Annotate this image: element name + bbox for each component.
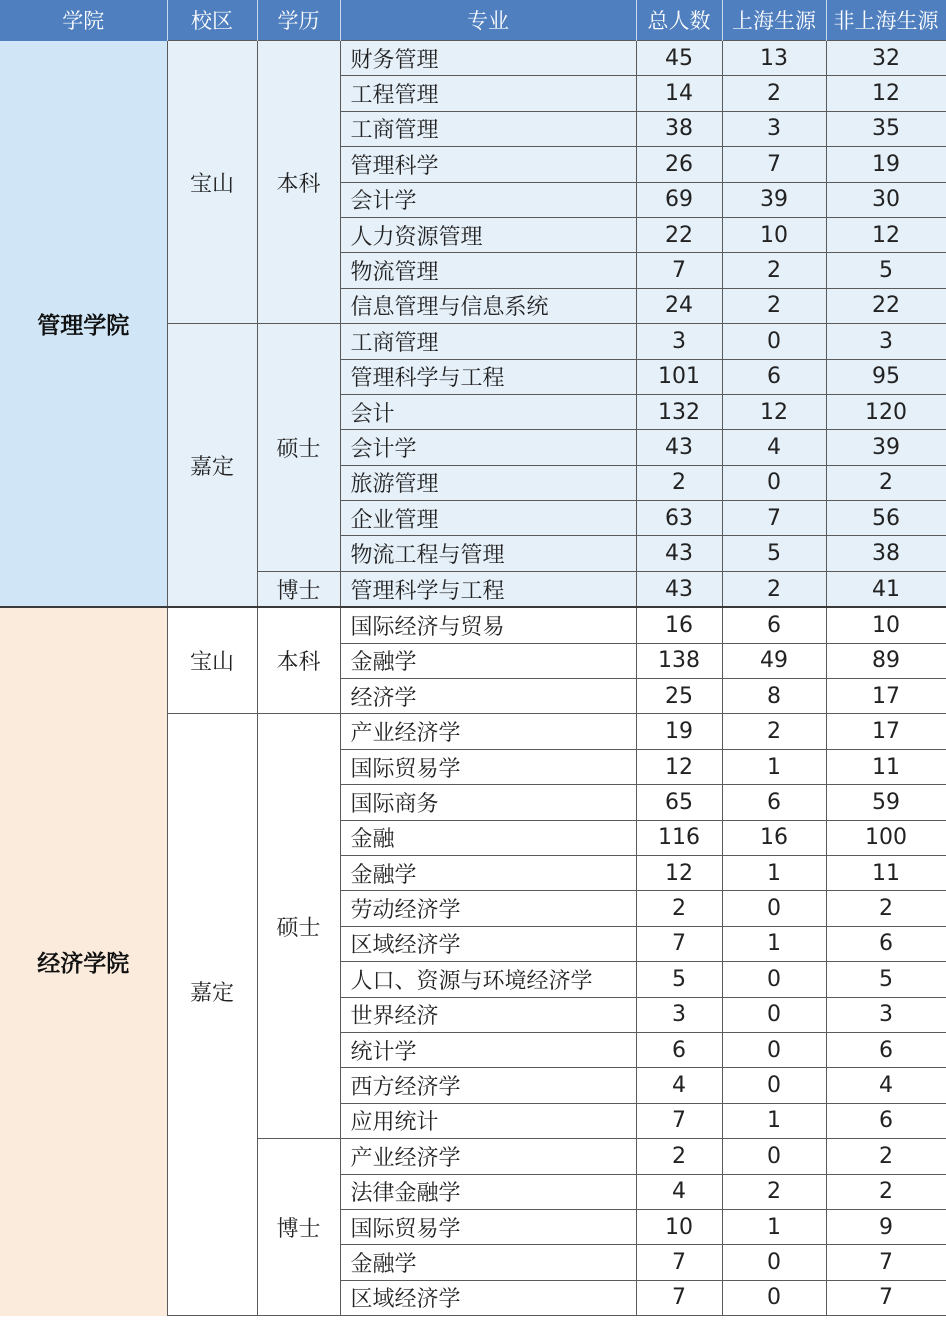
major-cell: 世界经济 — [340, 997, 636, 1032]
major-cell: 人口、资源与环境经济学 — [340, 962, 636, 997]
shanghai-cell: 10 — [722, 217, 826, 252]
shanghai-cell: 1 — [722, 749, 826, 784]
campus-cell: 嘉定 — [167, 324, 257, 608]
major-cell: 物流管理 — [340, 253, 636, 288]
major-cell: 区域经济学 — [340, 1280, 636, 1315]
total-cell: 7 — [636, 1103, 722, 1138]
major-cell: 管理科学 — [340, 147, 636, 182]
total-cell: 3 — [636, 324, 722, 359]
total-cell: 2 — [636, 1139, 722, 1174]
shanghai-cell: 2 — [722, 571, 826, 607]
non-shanghai-cell: 9 — [826, 1209, 946, 1244]
major-cell: 会计学 — [340, 430, 636, 465]
major-cell: 工商管理 — [340, 111, 636, 146]
table-row — [0, 607, 946, 643]
header-degree: 学历 — [257, 0, 340, 41]
shanghai-cell: 6 — [722, 785, 826, 820]
shanghai-cell: 0 — [722, 1280, 826, 1315]
total-cell: 14 — [636, 76, 722, 111]
shanghai-cell: 2 — [722, 76, 826, 111]
shanghai-cell: 0 — [722, 1032, 826, 1067]
shanghai-cell: 0 — [722, 997, 826, 1032]
campus-cell: 嘉定 — [167, 714, 257, 1316]
total-cell: 38 — [636, 111, 722, 146]
non-shanghai-cell: 17 — [826, 679, 946, 714]
major-cell: 法律金融学 — [340, 1174, 636, 1209]
shanghai-cell: 3 — [722, 111, 826, 146]
non-shanghai-cell: 38 — [826, 536, 946, 571]
non-shanghai-cell: 22 — [826, 288, 946, 323]
non-shanghai-cell: 11 — [826, 749, 946, 784]
campus-cell: 宝山 — [167, 41, 257, 324]
total-cell: 7 — [636, 1280, 722, 1315]
total-cell: 43 — [636, 536, 722, 571]
non-shanghai-cell: 2 — [826, 891, 946, 926]
non-shanghai-cell: 35 — [826, 111, 946, 146]
non-shanghai-cell: 3 — [826, 997, 946, 1032]
shanghai-cell: 0 — [722, 465, 826, 500]
major-cell: 西方经济学 — [340, 1068, 636, 1103]
shanghai-cell: 8 — [722, 679, 826, 714]
total-cell: 138 — [636, 643, 722, 678]
non-shanghai-cell: 41 — [826, 571, 946, 607]
non-shanghai-cell: 95 — [826, 359, 946, 394]
shanghai-cell: 16 — [722, 820, 826, 855]
non-shanghai-cell: 6 — [826, 926, 946, 961]
shanghai-cell: 5 — [722, 536, 826, 571]
header-campus: 校区 — [167, 0, 257, 41]
total-cell: 12 — [636, 855, 722, 890]
degree-cell: 博士 — [257, 571, 340, 607]
major-cell: 工商管理 — [340, 324, 636, 359]
major-cell: 管理科学与工程 — [340, 571, 636, 607]
non-shanghai-cell: 7 — [826, 1280, 946, 1315]
total-cell: 12 — [636, 749, 722, 784]
major-cell: 会计学 — [340, 182, 636, 217]
major-cell: 企业管理 — [340, 501, 636, 536]
degree-cell: 本科 — [257, 41, 340, 324]
non-shanghai-cell: 100 — [826, 820, 946, 855]
non-shanghai-cell: 5 — [826, 962, 946, 997]
non-shanghai-cell: 2 — [826, 465, 946, 500]
shanghai-cell: 2 — [722, 253, 826, 288]
shanghai-cell: 0 — [722, 1068, 826, 1103]
total-cell: 7 — [636, 253, 722, 288]
header-shanghai: 上海生源 — [722, 0, 826, 41]
total-cell: 22 — [636, 217, 722, 252]
non-shanghai-cell: 7 — [826, 1245, 946, 1280]
major-cell: 统计学 — [340, 1032, 636, 1067]
total-cell: 69 — [636, 182, 722, 217]
header-major: 专业 — [340, 0, 636, 41]
non-shanghai-cell: 56 — [826, 501, 946, 536]
shanghai-cell: 0 — [722, 962, 826, 997]
total-cell: 2 — [636, 465, 722, 500]
major-cell: 金融学 — [340, 855, 636, 890]
major-cell: 劳动经济学 — [340, 891, 636, 926]
major-cell: 工程管理 — [340, 76, 636, 111]
degree-cell: 硕士 — [257, 714, 340, 1139]
major-cell: 金融学 — [340, 643, 636, 678]
non-shanghai-cell: 10 — [826, 607, 946, 643]
shanghai-cell: 12 — [722, 394, 826, 429]
total-cell: 132 — [636, 394, 722, 429]
major-cell: 管理科学与工程 — [340, 359, 636, 394]
total-cell: 7 — [636, 1245, 722, 1280]
non-shanghai-cell: 2 — [826, 1139, 946, 1174]
major-cell: 产业经济学 — [340, 714, 636, 749]
shanghai-cell: 2 — [722, 714, 826, 749]
shanghai-cell: 1 — [722, 1103, 826, 1138]
total-cell: 7 — [636, 926, 722, 961]
shanghai-cell: 0 — [722, 1245, 826, 1280]
non-shanghai-cell: 6 — [826, 1032, 946, 1067]
major-cell: 国际贸易学 — [340, 749, 636, 784]
campus-cell: 宝山 — [167, 607, 257, 714]
non-shanghai-cell: 30 — [826, 182, 946, 217]
degree-cell: 硕士 — [257, 324, 340, 572]
total-cell: 116 — [636, 820, 722, 855]
shanghai-cell: 7 — [722, 147, 826, 182]
total-cell: 43 — [636, 430, 722, 465]
non-shanghai-cell: 32 — [826, 41, 946, 76]
total-cell: 26 — [636, 147, 722, 182]
non-shanghai-cell: 89 — [826, 643, 946, 678]
total-cell: 19 — [636, 714, 722, 749]
total-cell: 63 — [636, 501, 722, 536]
total-cell: 24 — [636, 288, 722, 323]
major-cell: 金融 — [340, 820, 636, 855]
major-cell: 信息管理与信息系统 — [340, 288, 636, 323]
shanghai-cell: 0 — [722, 891, 826, 926]
major-cell: 国际贸易学 — [340, 1209, 636, 1244]
major-cell: 产业经济学 — [340, 1139, 636, 1174]
non-shanghai-cell: 59 — [826, 785, 946, 820]
total-cell: 25 — [636, 679, 722, 714]
total-cell: 5 — [636, 962, 722, 997]
non-shanghai-cell: 19 — [826, 147, 946, 182]
shanghai-cell: 2 — [722, 288, 826, 323]
major-cell: 区域经济学 — [340, 926, 636, 961]
college-cell: 管理学院 — [0, 41, 167, 608]
non-shanghai-cell: 39 — [826, 430, 946, 465]
non-shanghai-cell: 120 — [826, 394, 946, 429]
shanghai-cell: 4 — [722, 430, 826, 465]
header-college: 学院 — [0, 0, 167, 41]
major-cell: 物流工程与管理 — [340, 536, 636, 571]
non-shanghai-cell: 17 — [826, 714, 946, 749]
shanghai-cell: 13 — [722, 41, 826, 76]
major-cell: 人力资源管理 — [340, 217, 636, 252]
non-shanghai-cell: 5 — [826, 253, 946, 288]
major-cell: 金融学 — [340, 1245, 636, 1280]
non-shanghai-cell: 2 — [826, 1174, 946, 1209]
shanghai-cell: 7 — [722, 501, 826, 536]
total-cell: 6 — [636, 1032, 722, 1067]
shanghai-cell: 6 — [722, 607, 826, 643]
header-non-shanghai: 非上海生源 — [826, 0, 946, 41]
major-cell: 旅游管理 — [340, 465, 636, 500]
shanghai-cell: 1 — [722, 855, 826, 890]
total-cell: 4 — [636, 1174, 722, 1209]
major-cell: 财务管理 — [340, 41, 636, 76]
shanghai-cell: 1 — [722, 1209, 826, 1244]
header-total: 总人数 — [636, 0, 722, 41]
college-cell: 经济学院 — [0, 607, 167, 1315]
major-cell: 应用统计 — [340, 1103, 636, 1138]
major-cell: 会计 — [340, 394, 636, 429]
non-shanghai-cell: 12 — [826, 76, 946, 111]
non-shanghai-cell: 11 — [826, 855, 946, 890]
non-shanghai-cell: 3 — [826, 324, 946, 359]
shanghai-cell: 0 — [722, 1139, 826, 1174]
shanghai-cell: 6 — [722, 359, 826, 394]
total-cell: 16 — [636, 607, 722, 643]
non-shanghai-cell: 6 — [826, 1103, 946, 1138]
total-cell: 3 — [636, 997, 722, 1032]
table-row — [0, 41, 946, 76]
total-cell: 65 — [636, 785, 722, 820]
header-row — [0, 0, 946, 41]
shanghai-cell: 2 — [722, 1174, 826, 1209]
non-shanghai-cell: 4 — [826, 1068, 946, 1103]
non-shanghai-cell: 12 — [826, 217, 946, 252]
total-cell: 4 — [636, 1068, 722, 1103]
degree-cell: 博士 — [257, 1139, 340, 1316]
shanghai-cell: 0 — [722, 324, 826, 359]
table-body — [0, 41, 946, 1316]
total-cell: 10 — [636, 1209, 722, 1244]
total-cell: 101 — [636, 359, 722, 394]
total-cell: 2 — [636, 891, 722, 926]
shanghai-cell: 49 — [722, 643, 826, 678]
major-cell: 国际经济与贸易 — [340, 607, 636, 643]
total-cell: 43 — [636, 571, 722, 607]
shanghai-cell: 1 — [722, 926, 826, 961]
degree-cell: 本科 — [257, 607, 340, 714]
major-cell: 经济学 — [340, 679, 636, 714]
major-cell: 国际商务 — [340, 785, 636, 820]
total-cell: 45 — [636, 41, 722, 76]
shanghai-cell: 39 — [722, 182, 826, 217]
